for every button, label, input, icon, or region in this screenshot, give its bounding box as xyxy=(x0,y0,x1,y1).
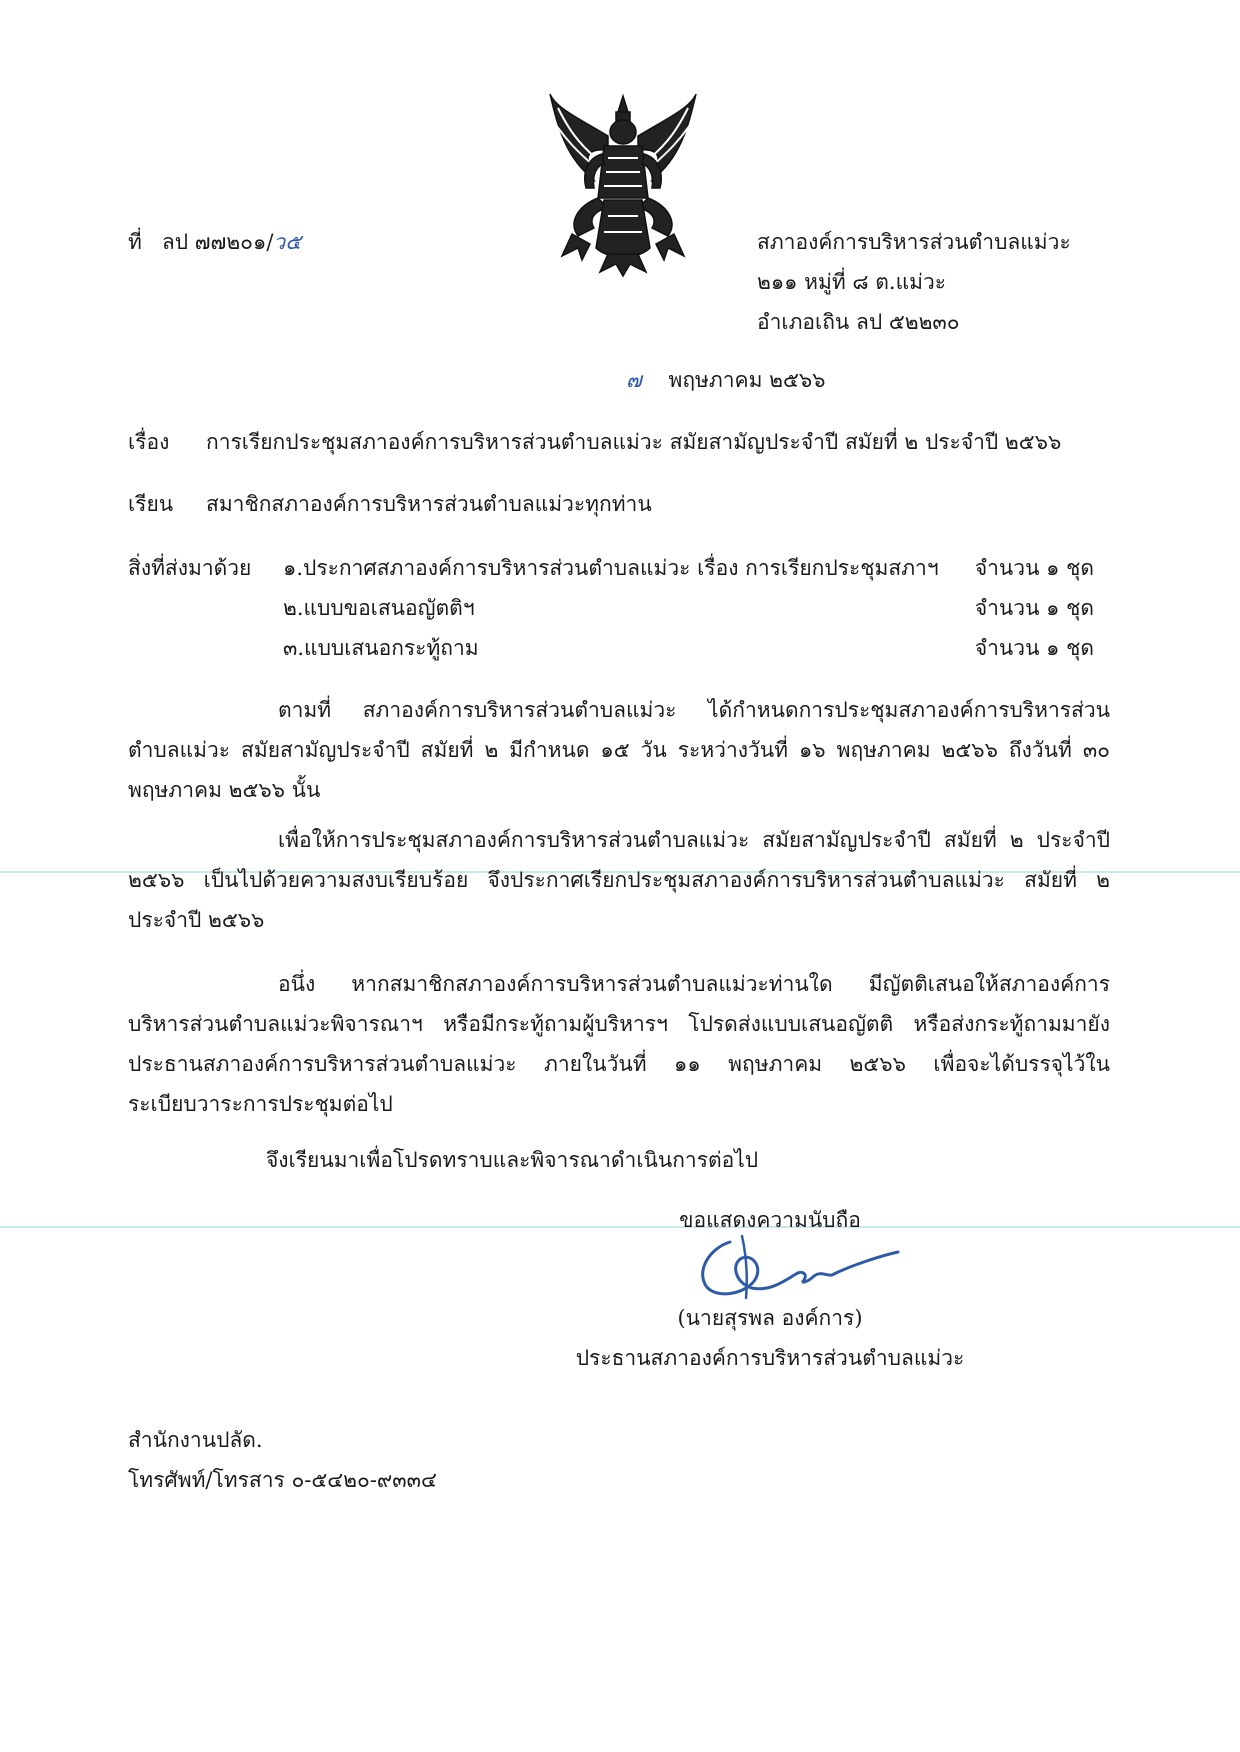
reference-number xyxy=(128,222,301,262)
attachment-quantity: จำนวน ๑ ชุด xyxy=(974,556,1094,580)
date-month-year: พฤษภาคม ๒๕๖๖ xyxy=(668,368,826,392)
attachment-item: ๒.แบบขอเสนอญัตติฯ xyxy=(283,596,475,620)
attachment-row xyxy=(128,588,1094,628)
organization-address xyxy=(757,222,1071,342)
address-line-1: ๒๑๑ หมู่ที่ ๘ ต.แม่วะ xyxy=(757,270,947,294)
reference-label: ที่ xyxy=(128,230,142,254)
body-paragraph-3: อนึ่ง หากสมาชิกสภาองค์การบริหารส่วนตำบลแม่วะท่านใด มีญัตติเสนอให้สภาองค์การบริหารส่วนตำบลแม่วะพิจารณาฯ หรือมีกระทู้ถามผู้บริหารฯ โปรดส่งแบบเสนอญัตติ หรือส่งกระทู้ถามมายังประธานสภาองค์การบริหารส่วนตำบลแม่วะ ภายในวันที่ ๑๑ พฤษภาคม ๒๕๖๖ เพื่อจะได้บรรจุไว้ในระเบียบวาระการประชุมต่อไป xyxy=(128,972,1110,1116)
attachment-row xyxy=(128,628,1094,668)
attachment-quantity: จำนวน ๑ ชุด xyxy=(974,636,1094,660)
attachment-row xyxy=(128,548,1094,588)
body-paragraph-2: เพื่อให้การประชุมสภาองค์การบริหารส่วนตำบลแม่วะ สมัยสามัญประจำปี สมัยที่ ๒ ประจำปี ๒๕๖๖ เป็นไปด้วยความสงบเรียบร้อย จึงประกาศเรียกประชุมสภาองค์การบริหารส่วนตำบลแม่วะ สมัยที่ ๒ ประจำปี ๒๕๖๖ xyxy=(128,828,1110,932)
footer-phone: โทรศัพท์/โทรสาร ๐-๕๔๒๐-๙๓๓๔ xyxy=(128,1468,437,1492)
date-day-handwritten: ๗ xyxy=(626,368,642,392)
closing-sentence: จึงเรียนมาเพื่อโปรดทราบและพิจารณาดำเนินการต่อไป xyxy=(266,1148,759,1172)
signatory-name: (นายสุรพล องค์การ) xyxy=(677,1306,863,1330)
recipient-text: สมาชิกสภาองค์การบริหารส่วนตำบลแม่วะทุกท่าน xyxy=(206,492,652,516)
signature-icon xyxy=(690,1234,910,1304)
attachment-quantity: จำนวน ๑ ชุด xyxy=(974,596,1094,620)
attachment-item: ๓.แบบเสนอกระทู้ถาม xyxy=(283,636,479,660)
subject-text: การเรียกประชุมสภาองค์การบริหารส่วนตำบลแม่วะ สมัยสามัญประจำปี สมัยที่ ๒ ประจำปี ๒๕๖๖ xyxy=(206,430,1062,454)
reference-code: ลป ๗๗๒๐๑/ xyxy=(161,230,274,254)
letter-date xyxy=(626,360,826,400)
attachments-label: สิ่งที่ส่งมาด้วย xyxy=(128,556,252,580)
attachment-item: ๑.ประกาศสภาองค์การบริหารส่วนตำบลแม่วะ เรื่อง การเรียกประชุมสภาฯ xyxy=(283,556,939,580)
subject-line xyxy=(128,422,169,462)
signatory-position: ประธานสภาองค์การบริหารส่วนตำบลแม่วะ xyxy=(575,1346,965,1370)
subject-label: เรื่อง xyxy=(128,430,170,454)
recipient-label: เรียน xyxy=(128,492,174,516)
footer-office: สำนักงานปลัด. xyxy=(128,1428,263,1452)
reference-handwritten: ว๕ xyxy=(273,230,302,254)
garuda-emblem-icon xyxy=(538,88,708,278)
body-paragraph-1: ตามที่ สภาองค์การบริหารส่วนตำบลแม่วะ ได้กำหนดการประชุมสภาองค์การบริหารส่วนตำบลแม่วะ สมัยสามัญประจำปี สมัยที่ ๒ มีกำหนด ๑๕ วัน ระหว่างวันที่ ๑๖ พฤษภาคม ๒๕๖๖ ถึงวันที่ ๓๐ พฤษภาคม ๒๕๖๖ นั้น xyxy=(128,698,1110,802)
signature-salutation: ขอแสดงความนับถือ xyxy=(679,1208,861,1232)
organization-name: สภาองค์การบริหารส่วนตำบลแม่วะ xyxy=(757,230,1071,254)
address-line-2: อำเภอเถิน ลป ๕๒๒๓๐ xyxy=(757,310,960,334)
